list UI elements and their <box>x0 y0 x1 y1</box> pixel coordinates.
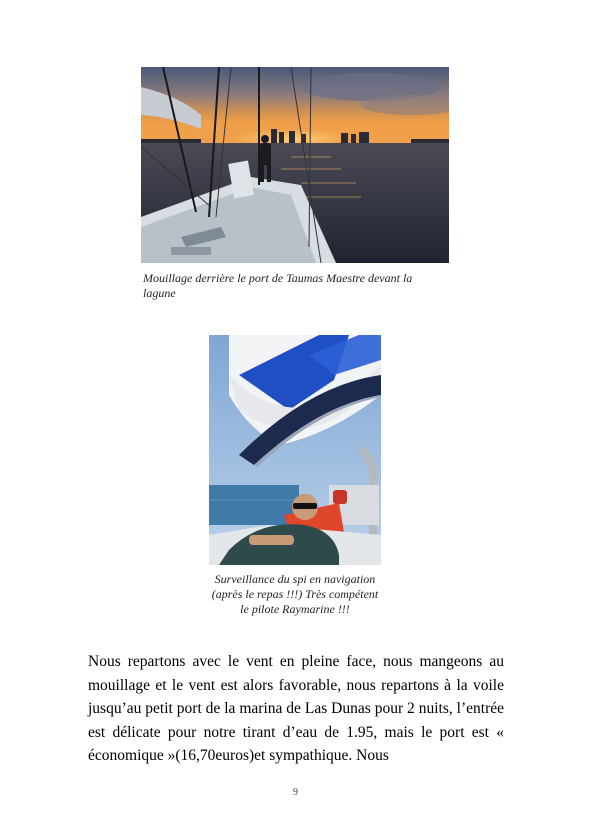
caption-line: Surveillance du spi en navigation <box>214 572 376 586</box>
sunset-anchorage-image <box>141 67 449 263</box>
caption-line: le pilote Raymarine !!! <box>240 602 350 616</box>
page-number: 9 <box>293 787 298 798</box>
figure-caption <box>200 572 390 617</box>
sunset-anchorage-photo <box>141 67 449 263</box>
spinnaker-crew-photo <box>209 335 381 565</box>
caption-line: (après le repas !!!) Très compétent <box>211 587 379 601</box>
figure-caption: Mouillage derrière le port de Taumas Maestre devant la lagune <box>143 271 413 300</box>
body-paragraph: Nous repartons avec le vent en pleine face, nous mangeons au mouillage et le vent est alors favorable, nous repartons à la voile jusqu’au petit port de la marina de Las Dunas pour 2 nuits, l’entrée est délicate pour notre tirant d’eau de 1.95, mais le port est « économique »(16,70euros)et sympathique. Nous <box>88 653 504 764</box>
spinnaker-crew-image <box>209 335 381 565</box>
